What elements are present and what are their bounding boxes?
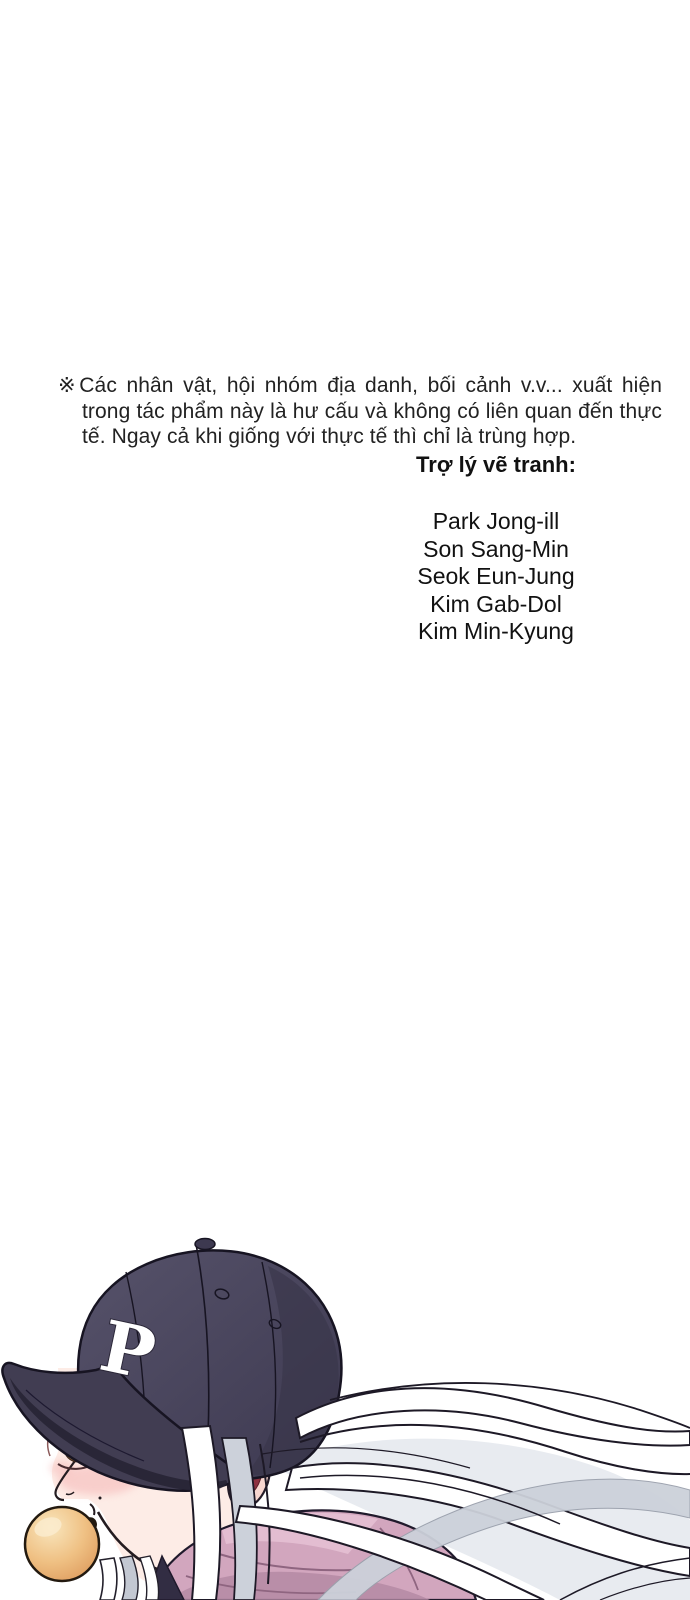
credits-heading: Trợ lý vẽ tranh: <box>416 452 576 477</box>
disclaimer-text: Các nhân vật, hội nhóm địa danh, bối cảnh v.v... xuất hiện trong tác phẩm này là hư cấu và không có liên quan đến thực tế. Ngay cả khi giống với thực tế thì chỉ là trùng hợp. <box>79 374 662 448</box>
cap-letter: P <box>93 1304 163 1397</box>
credit-name: Seok Eun-Jung <box>417 563 575 589</box>
character-illustration <box>0 1228 690 1600</box>
credits-name-list <box>300 508 690 646</box>
credit-name: Park Jong-ill <box>432 508 560 534</box>
baseball-cap <box>2 1239 341 1492</box>
reference-mark: ※ <box>58 374 80 397</box>
credit-name: Kim Min-Kyung <box>418 618 574 644</box>
credit-name: Son Sang-Min <box>423 535 569 562</box>
cap-button <box>195 1239 215 1250</box>
bubble <box>25 1507 99 1581</box>
disclaimer-paragraph <box>58 373 662 450</box>
lip-line <box>90 1504 94 1515</box>
credit-name: Kim Gab-Dol <box>430 590 562 617</box>
bubble-gum <box>25 1507 99 1581</box>
beauty-mark <box>99 1497 102 1500</box>
